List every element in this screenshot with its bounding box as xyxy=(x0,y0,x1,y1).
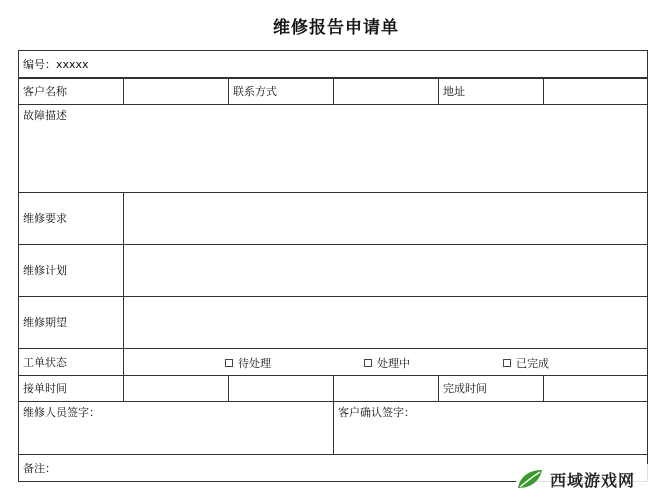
receive-time-field[interactable] xyxy=(123,375,229,402)
checkbox-icon[interactable] xyxy=(364,359,372,367)
repair-request-form xyxy=(18,50,648,482)
remarks-label: 备注： xyxy=(23,461,56,475)
contact-field[interactable] xyxy=(333,78,439,105)
status-option-pending[interactable] xyxy=(225,355,271,371)
status-label: 工单状态 xyxy=(23,355,67,369)
customer-name-label: 客户名称 xyxy=(23,85,67,98)
customer-signature-field[interactable] xyxy=(333,401,648,455)
status-option-label: 已完成 xyxy=(516,357,549,370)
status-option-done[interactable] xyxy=(503,355,549,371)
requirement-field[interactable] xyxy=(123,192,648,245)
contact-label-cell xyxy=(228,78,334,105)
repairer-signature-label: 维修人员签字： xyxy=(23,406,100,419)
checkbox-icon[interactable] xyxy=(503,359,511,367)
complete-time-field[interactable] xyxy=(543,375,648,402)
receive-time-extra-field[interactable] xyxy=(228,375,334,402)
status-label-cell xyxy=(18,348,124,376)
plan-field[interactable] xyxy=(123,244,648,297)
fault-description-label: 故障描述 xyxy=(23,109,67,122)
watermark-text: 西域游戏网 xyxy=(550,470,636,490)
status-option-processing[interactable] xyxy=(364,355,410,371)
complete-time-label: 完成时间 xyxy=(443,382,487,395)
receive-time-extra-field-2[interactable] xyxy=(333,375,439,402)
form-title: 维修报告申请单 xyxy=(273,18,399,38)
leaf-logo-icon xyxy=(516,468,544,490)
site-watermark xyxy=(516,464,666,494)
address-label-cell xyxy=(438,78,544,105)
status-option-label: 处理中 xyxy=(377,357,410,370)
number-label: 编号：xxxxx xyxy=(23,57,89,71)
status-option-label: 待处理 xyxy=(238,357,271,370)
complete-time-label-cell xyxy=(438,375,544,402)
receive-time-label-cell xyxy=(18,375,124,402)
customer-signature-label: 客户确认签字： xyxy=(338,406,415,419)
number-row xyxy=(18,50,648,78)
checkbox-icon[interactable] xyxy=(225,359,233,367)
address-field[interactable] xyxy=(543,78,648,105)
requirement-label: 维修要求 xyxy=(23,212,67,225)
expectation-label-cell xyxy=(18,296,124,349)
plan-label-cell xyxy=(18,244,124,297)
repairer-signature-field[interactable] xyxy=(18,401,334,455)
receive-time-label: 接单时间 xyxy=(23,382,67,395)
plan-label: 维修计划 xyxy=(23,264,67,277)
customer-name-label-cell xyxy=(18,78,124,105)
fault-description-field[interactable] xyxy=(18,104,648,193)
requirement-label-cell xyxy=(18,192,124,245)
customer-name-field[interactable] xyxy=(123,78,229,105)
address-label: 地址 xyxy=(443,85,465,98)
expectation-label: 维修期望 xyxy=(23,316,67,329)
contact-label: 联系方式 xyxy=(233,85,277,98)
expectation-field[interactable] xyxy=(123,296,648,349)
